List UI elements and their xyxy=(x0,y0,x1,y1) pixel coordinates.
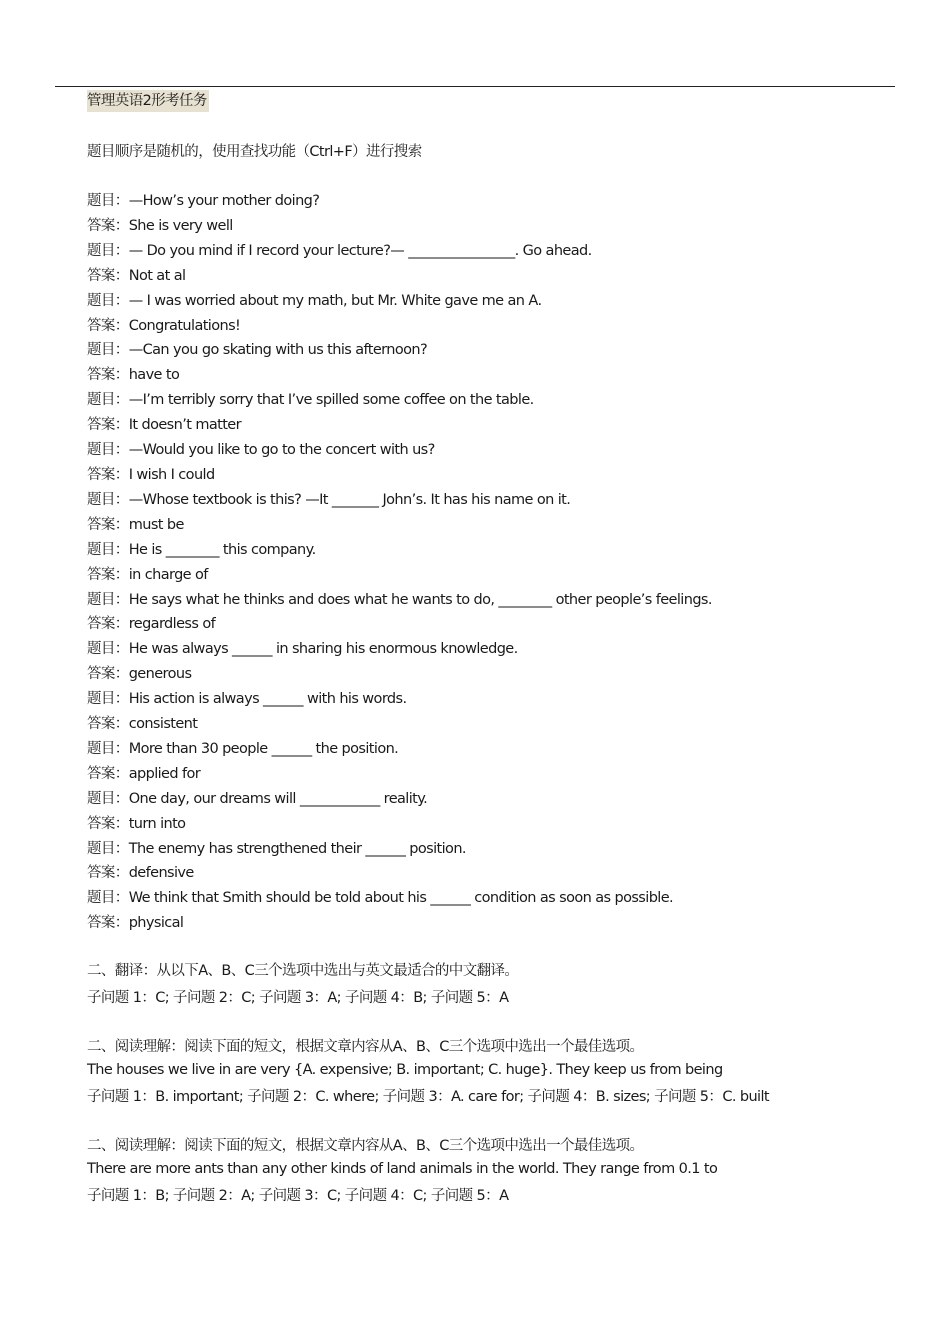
translation-section xyxy=(87,960,907,1012)
reading-section-2 xyxy=(87,1135,907,1210)
answer-text: 答案：It doesn’t matter xyxy=(87,417,241,434)
answer-text: 答案：Not at al xyxy=(87,267,186,284)
question-text: 题目：More than 30 people ______ the position. xyxy=(87,740,399,757)
header-rule xyxy=(55,86,895,87)
question-text: 题目：— I was worried about my math, but Mr. White gave me an A. xyxy=(87,292,542,309)
question-text: 题目：He is ________ this company. xyxy=(87,541,316,558)
reading-section-1 xyxy=(87,1036,907,1111)
answer-text: 答案：must be xyxy=(87,516,184,533)
answer-text: 答案：generous xyxy=(87,666,192,683)
section-answers: 子问题 1：C; 子问题 2：C; 子问题 3：A; 子问题 4：B; 子问题 5：A xyxy=(87,989,509,1006)
question-text: 题目：One day, our dreams will ____________ reality. xyxy=(87,790,428,807)
answer-text: 答案：in charge of xyxy=(87,566,208,583)
section-answers: 子问题 1：B; 子问题 2：A; 子问题 3：C; 子问题 4：C; 子问题 5：A xyxy=(87,1187,509,1204)
qa-list xyxy=(87,189,907,936)
question-text: 题目：—Can you go skating with us this afternoon? xyxy=(87,342,428,359)
document-body xyxy=(87,90,907,1210)
answer-text: 答案：regardless of xyxy=(87,616,216,633)
answer-text: 答案：She is very well xyxy=(87,217,233,234)
question-text: 题目：The enemy has strengthened their ______ position. xyxy=(87,840,466,857)
section-answers: 子问题 1：B. important; 子问题 2：C. where; 子问题 3：A. care for; 子问题 4：B. sizes; 子问题 5：C. built xyxy=(87,1088,769,1105)
answer-text: 答案：have to xyxy=(87,367,180,384)
section-heading: 二、阅读理解：阅读下面的短文，根据文章内容从A、B、C三个选项中选出一个最佳选项。 xyxy=(87,1137,644,1154)
question-text: 题目：—I’m terribly sorry that I’ve spilled some coffee on the table. xyxy=(87,392,534,409)
question-text: 题目：We think that Smith should be told about his ______ condition as soon as possible. xyxy=(87,890,674,907)
section-heading: 二、阅读理解：阅读下面的短文，根据文章内容从A、B、C三个选项中选出一个最佳选项。 xyxy=(87,1038,644,1055)
answer-text: 答案：Congratulations! xyxy=(87,317,241,334)
search-hint: 题目顺序是随机的，使用查找功能（Ctrl+F）进行搜索 xyxy=(87,144,422,160)
document-title: 管理英语2形考任务 xyxy=(87,90,209,112)
answer-text: 答案：defensive xyxy=(87,865,194,882)
question-text: 题目：— Do you mind if I record your lecture?— ________________. Go ahead. xyxy=(87,242,592,259)
section-heading: 二、翻译：从以下A、B、C三个选项中选出与英文最适合的中文翻译。 xyxy=(87,963,519,980)
passage-excerpt: The houses we live in are very {A. expensive; B. important; C. huge}. They keep us from being xyxy=(87,1062,723,1079)
question-text: 题目：—Would you like to go to the concert with us? xyxy=(87,442,435,459)
question-text: 题目：He was always ______ in sharing his enormous knowledge. xyxy=(87,641,518,658)
passage-excerpt: There are more ants than any other kinds of land animals in the world. They range from 0.1 to xyxy=(87,1161,718,1178)
question-text: 题目：—Whose textbook is this? —It _______ John’s. It has his name on it. xyxy=(87,491,571,508)
question-text: 题目：He says what he thinks and does what he wants to do, ________ other people’s feelings. xyxy=(87,591,712,608)
question-text: 题目：His action is always ______ with his words. xyxy=(87,691,407,708)
answer-text: 答案：I wish I could xyxy=(87,466,215,483)
answer-text: 答案：applied for xyxy=(87,765,201,782)
question-text: 题目：—How’s your mother doing? xyxy=(87,193,320,209)
answer-text: 答案：consistent xyxy=(87,716,198,733)
answer-text: 答案：physical xyxy=(87,915,184,932)
answer-text: 答案：turn into xyxy=(87,815,186,832)
